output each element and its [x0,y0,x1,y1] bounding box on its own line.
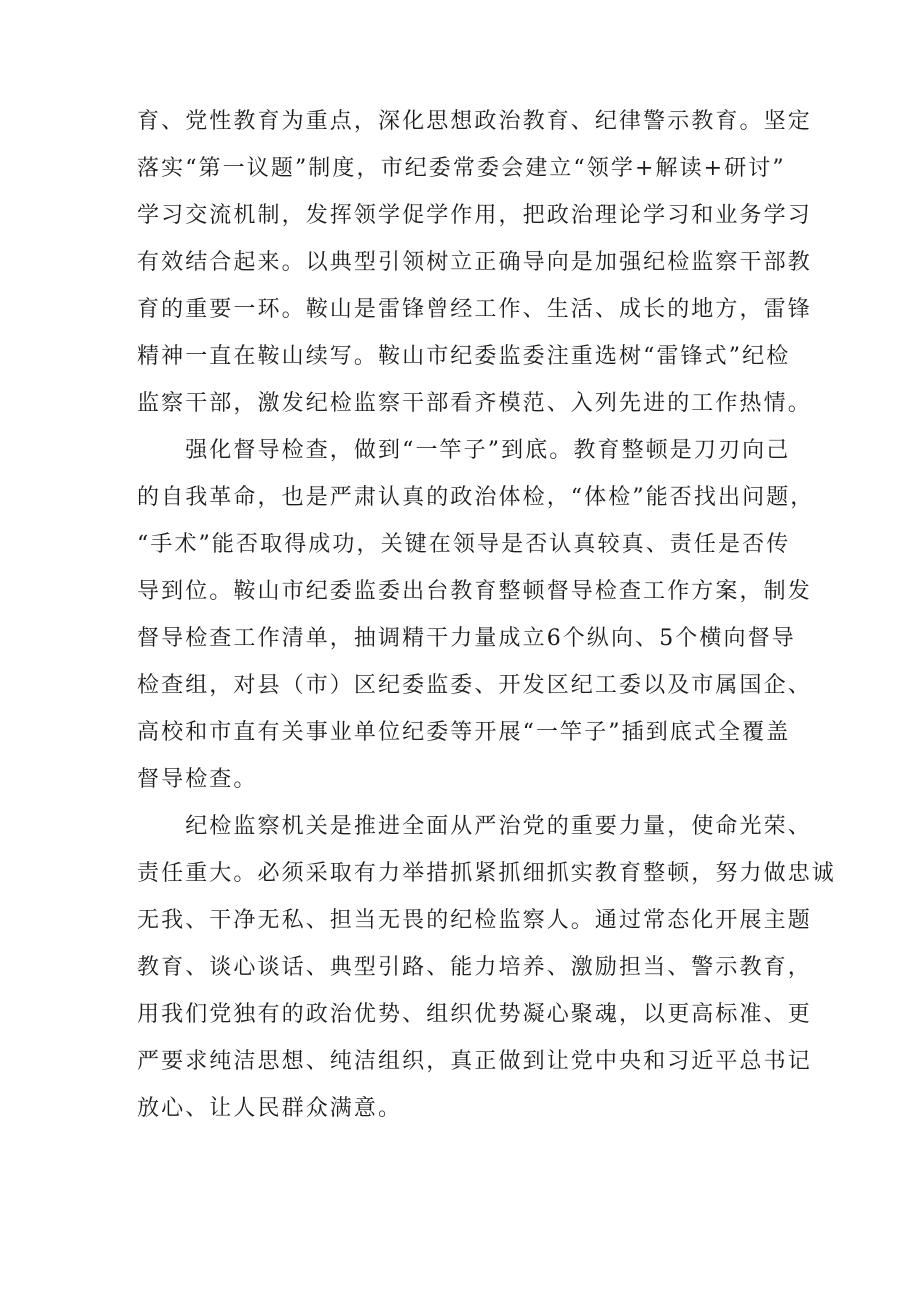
text-line: 导到位。鞍山市纪委监委出台教育整顿督导检查工作方案，制发 [137,579,812,604]
text-line: 高校和市直有关事业单位纪委等开展“一竿子”插到底式全覆盖 [137,720,791,745]
text-line: 检查组，对县（市）区纪委监委、开发区纪工委以及市属国企、 [137,673,812,698]
text-line: 放心、让人民群众满意。 [137,1096,403,1121]
text-line: 的自我革命，也是严肃认真的政治体检，“体检”能否找出问题， [137,485,815,510]
text-line: 强化督导检查，做到“一竿子”到底。教育整顿是刀刃向己 [137,438,791,463]
text-line: “手术”能否取得成功，关键在领导是否认真较真、责任是否传 [137,532,791,557]
text-line: 无我、干净无私、担当无畏的纪检监察人。通过常态化开展主题 [137,908,812,933]
text-line: 精神一直在鞍山续写。鞍山市纪委监委注重选树“雷锋式”纪检 [137,344,791,369]
text-line: 教育、谈心谈话、典型引路、能力培养、激励担当、警示教育， [137,955,812,980]
text-line: 纪检监察机关是推进全面从严治党的重要力量，使命光荣、 [137,814,812,839]
text-line: 严要求纯洁思想、纯洁组织，真正做到让党中央和习近平总书记 [137,1049,812,1074]
text-line: 有效结合起来。以典型引领树立正确导向是加强纪检监察干部教 [137,250,812,275]
text-line: 责任重大。必须采取有力举措抓紧抓细抓实教育整顿，努力做忠诚 [137,861,836,886]
text-line: 育、党性教育为重点，深化思想政治教育、纪律警示教育。坚定 [137,109,812,134]
text-line: 落实“第一议题”制度，市纪委常委会建立“领学+解读+研讨” [137,156,786,181]
text-line: 用我们党独有的政治优势、组织优势凝心聚魂，以更高标准、更 [137,1002,812,1027]
text-line: 监察干部，激发纪检监察干部看齐模范、入列先进的工作热情。 [137,391,812,416]
text-line: 育的重要一环。鞍山是雷锋曾经工作、生活、成长的地方，雷锋 [137,297,812,322]
text-line: 督导检查。 [137,767,258,792]
text-line: 督导检查工作清单，抽调精干力量成立6个纵向、5个横向督导 [137,626,796,651]
text-line: 学习交流机制，发挥领学促学作用，把政治理论学习和业务学习 [137,203,812,228]
